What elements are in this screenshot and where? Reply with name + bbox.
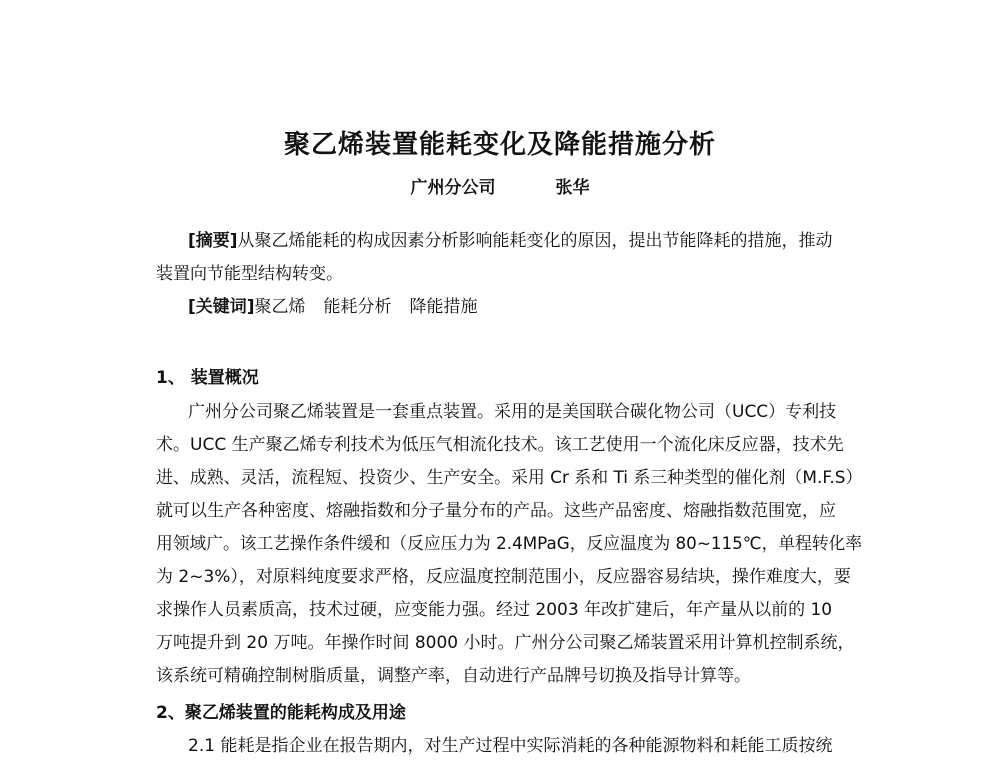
- section-1-heading: 1、 装置概况: [156, 368, 259, 388]
- abstract-line-2: 装置向节能型结构转变。: [156, 264, 343, 284]
- section-1-line: 广州分公司聚乙烯装置是一套重点装置。采用的是美国联合碳化物公司（UCC）专利技: [188, 402, 837, 422]
- author-byline: [0, 173, 1000, 198]
- keywords-line: [188, 296, 496, 318]
- keyword-item: 聚乙烯: [254, 297, 306, 317]
- section-1-line: 为 2~3%），对原料纯度要求严格，反应温度控制范围小，反应器容易结块，操作难度大，要: [156, 567, 851, 587]
- section-1-line: 进、成熟、灵活，流程短、投资少、生产安全。采用 Cr 系和 Ti 系三种类型的催化剂（M.F.S）: [156, 468, 863, 488]
- section-1-line: 术。UCC 生产聚乙烯专利技术为低压气相流化技术。该工艺使用一个流化床反应器，技术先: [156, 435, 844, 455]
- author-affiliation: 广州分公司: [410, 178, 496, 198]
- author-name: 张华: [555, 178, 590, 198]
- paper-title: 聚乙烯装置能耗变化及降能措施分析: [283, 130, 716, 160]
- section-2-line: 2.1 能耗是指企业在报告期内，对生产过程中实际消耗的各种能源物料和耗能工质按统: [188, 736, 833, 756]
- section-2-heading: 2、聚乙烯装置的能耗构成及用途: [156, 703, 406, 723]
- section-1-line: 该系统可精确控制树脂质量，调整产率，自动进行产品牌号切换及指导计算等。: [156, 666, 751, 686]
- section-1-line: 求操作人员素质高，技术过硬，应变能力强。经过 2003 年改扩建后，年产量从以前的 10: [156, 600, 833, 620]
- keywords-label: [关键词]: [188, 297, 255, 317]
- keyword-item: 降能措施: [409, 297, 478, 317]
- keyword-item: 能耗分析: [323, 297, 392, 317]
- section-1-line: 用领域广。该工艺操作条件缓和（反应压力为 2.4MPaG，反应温度为 80~115℃，单程转化率: [156, 534, 863, 554]
- section-1-line: 就可以生产各种密度、熔融指数和分子量分布的产品。这些产品密度、熔融指数范围宽，应: [156, 501, 836, 521]
- abstract-line-1: [188, 230, 833, 252]
- abstract-label: [摘要]: [188, 231, 238, 251]
- abstract-text-1: 从聚乙烯能耗的构成因素分析影响能耗变化的原因，提出节能降耗的措施，推动: [237, 231, 833, 251]
- section-1-line: 万吨提升到 20 万吨。年操作时间 8000 小时。广州分公司聚乙烯装置采用计算机控制系统，: [156, 633, 855, 653]
